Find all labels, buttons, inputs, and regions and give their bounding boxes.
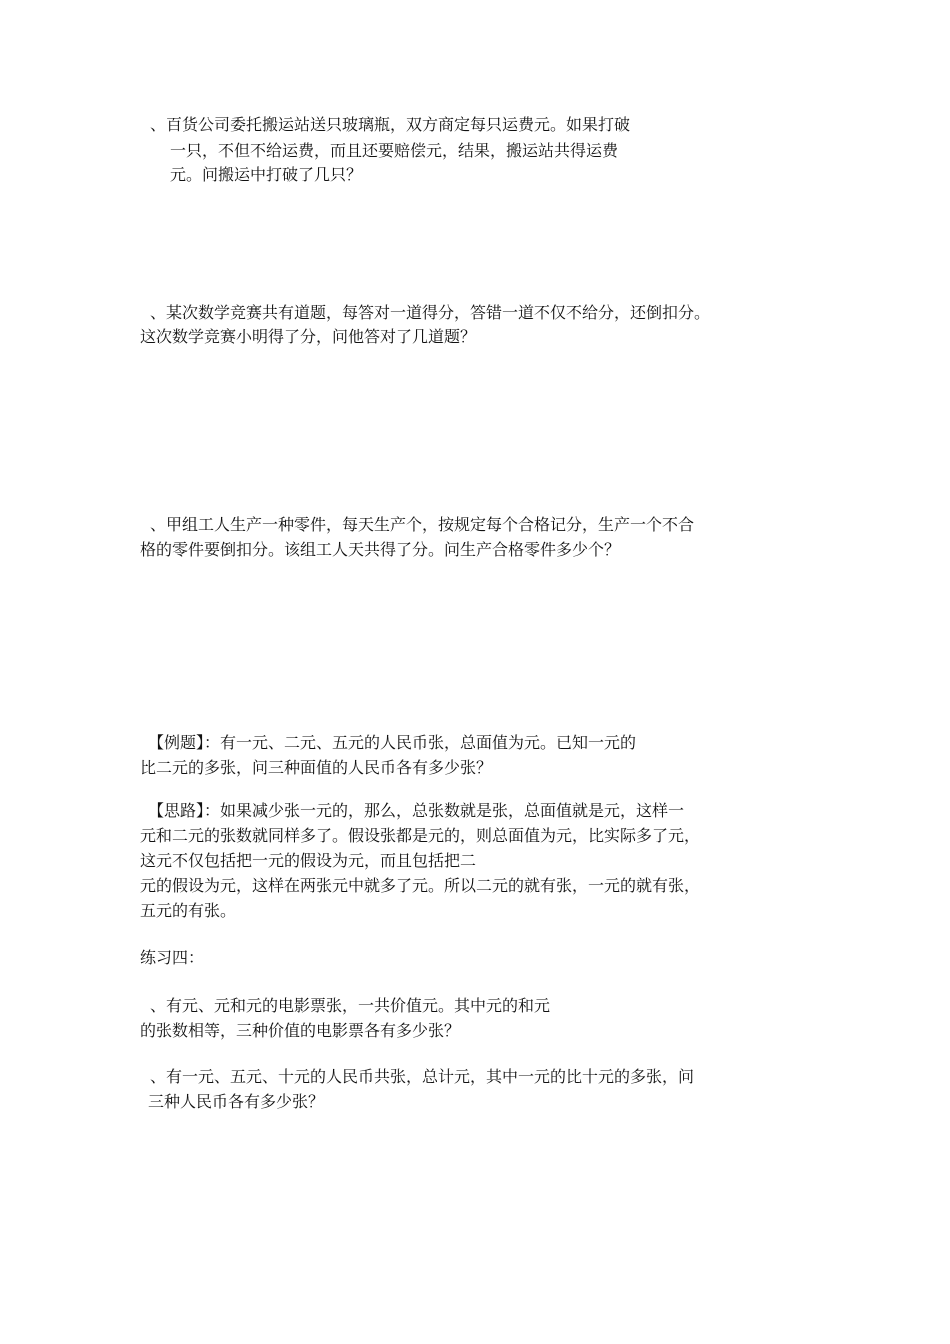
reasoning-line-1: 【思路】：如果减少张一元的，那么，总张数就是张，总面值就是元，这样一 bbox=[148, 801, 685, 820]
reasoning-line-5: 五元的有张。 bbox=[140, 901, 237, 920]
example-line-1: 【例题】：有一元、二元、五元的人民币张，总面值为元。已知一元的 bbox=[148, 733, 637, 752]
exercise-heading: 练习四： bbox=[140, 948, 205, 967]
problem-3-line-2: 格的零件要倒扣分。该组工人天共得了分。问生产合格零件多少个？ bbox=[140, 540, 621, 559]
exercise-2-line-2: 三种人民币各有多少张？ bbox=[148, 1092, 325, 1111]
problem-2-line-2: 这次数学竞赛小明得了分，问他答对了几道题？ bbox=[140, 327, 477, 346]
problem-2-line-1: 、某次数学竞赛共有道题，每答对一道得分，答错一道不仅不给分，还倒扣分。 bbox=[150, 303, 711, 322]
problem-1-line-3: 元。问搬运中打破了几只？ bbox=[170, 165, 363, 184]
reasoning-line-2: 元和二元的张数就同样多了。假设张都是元的，则总面值为元，比实际多了元， bbox=[140, 826, 701, 845]
exercise-1-line-2: 的张数相等，三种价值的电影票各有多少张？ bbox=[140, 1021, 461, 1040]
problem-1-line-2: 一只，不但不给运费，而且还要赔偿元，结果，搬运站共得运费 bbox=[170, 141, 619, 160]
problem-1-line-1: 、百货公司委托搬运站送只玻璃瓶，双方商定每只运费元。如果打破 bbox=[150, 115, 631, 134]
reasoning-line-3: 这元不仅包括把一元的假设为元，而且包括把二 bbox=[140, 851, 477, 870]
problem-3-line-1: 、甲组工人生产一种零件，每天生产个，按规定每个合格记分，生产一个不合 bbox=[150, 515, 695, 534]
exercise-2-line-1: 、有一元、五元、十元的人民币共张，总计元，其中一元的比十元的多张，问 bbox=[150, 1067, 695, 1086]
exercise-1-line-1: 、有元、元和元的电影票张，一共价值元。其中元的和元 bbox=[150, 996, 551, 1015]
example-line-2: 比二元的多张，问三种面值的人民币各有多少张？ bbox=[140, 758, 493, 777]
reasoning-line-4: 元的假设为元，这样在两张元中就多了元。所以二元的就有张，一元的就有张， bbox=[140, 876, 701, 895]
